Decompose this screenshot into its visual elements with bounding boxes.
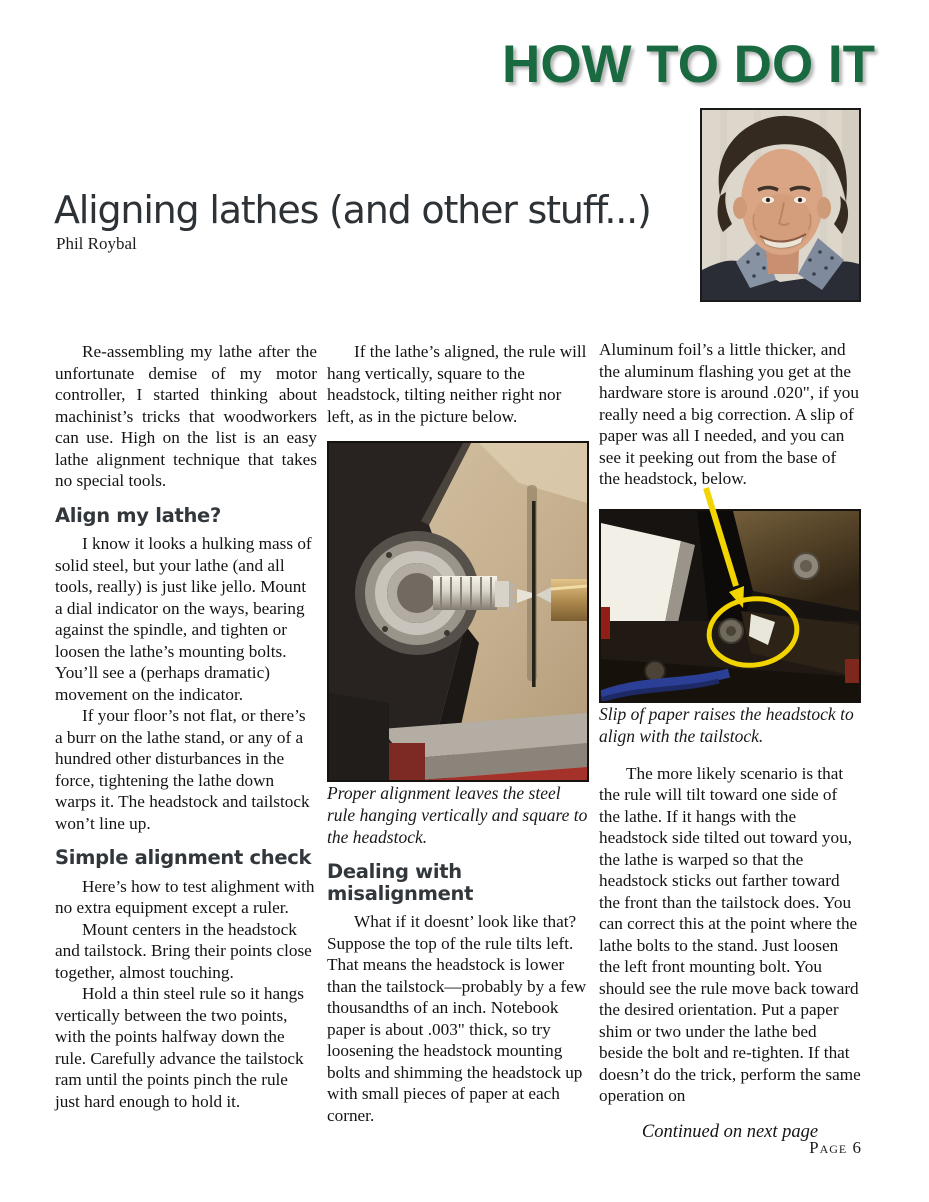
- section-heading-simple-alignment-check: Simple alignment check: [55, 846, 312, 869]
- text-column-2: [327, 341, 589, 1126]
- photo-caption: Slip of paper raises the headstock to align with the tailstock.: [599, 703, 854, 746]
- paragraph: If your floor’s not flat, or there’s a burr on the lathe stand, or any of a hundred other disturbances in the force, tightening the lathe down warps it. The headstock and tailstock won’t line up.: [55, 706, 310, 833]
- paragraph: The more likely scenario is that the rule will tilt toward one side of the lathe. If it hangs with the headstock side tilted out toward you, the lathe is warped so that the headstock sticks out farther toward the front than the tailstock does. You can correct this at the point where the lathe bolts to the stand. Just loosen the left front mounting bolt. You should see the rule move back toward the desired orientation. Put a paper shim or two under the lathe bed beside the bolt and re-tighten. If that doesn’t do the trick, perform the same operation on: [599, 763, 861, 1105]
- article-title: Aligning lathes (and other stuff...): [54, 188, 651, 232]
- shim-photo-illustration: [601, 511, 859, 701]
- text-column-3: [599, 339, 861, 1143]
- lathe-alignment-photo: [327, 441, 589, 782]
- text-column-1: [55, 341, 317, 1112]
- lathe-photo-illustration: [329, 443, 587, 780]
- photo-caption: Proper alignment leaves the steel rule hanging vertically and square to the headstock.: [327, 783, 588, 847]
- paragraph: Aluminum foil’s a little thicker, and the aluminum flashing you get at the hardware store is around .020", if you really need a big correction. A slip of paper was all I needed, and you can see it peeking out from the base of the headstock, below.: [599, 340, 859, 488]
- author-portrait-illustration: [702, 110, 859, 300]
- paragraph: Mount centers in the headstock and tailstock. Bring their points close together, almost touching.: [55, 919, 312, 982]
- paragraph: Hold a thin steel rule so it hangs vertically between the two points, with the points halfway down the rule. Carefully advance the tailstock ram until the points pinch the rule just hard enough to hold it.: [55, 984, 304, 1111]
- author-portrait-photo: [700, 108, 861, 302]
- page-number: Page 6: [809, 1138, 862, 1157]
- paragraph: If the lathe’s aligned, the rule will hang vertically, square to the headstock, tilting neither right nor left, as in the picture below.: [327, 342, 587, 426]
- paragraph: I know it looks a hulking mass of solid steel, but your lathe (and all tools, really) is just like jello. Mount a dial indicator on the ways, bearing against the spindle, and tighten or loosen the lathe’s mounting bolts. You’ll see a (perhaps dramatic) movement on the indicator.: [55, 534, 312, 704]
- article-author: Phil Roybal: [56, 234, 137, 253]
- paragraph: What if it doesnt’ look like that? Suppose the top of the rule tilts left. That means the headstock is lower than the tailstock—probably by a few thousandths of an inch. Notebook paper is about .003" thick, so try loosening the headstock mounting bolts and shimming the headstock up with small pieces of paper at each corner.: [327, 912, 587, 1125]
- section-heading-align-my-lathe: Align my lathe?: [55, 503, 221, 527]
- continued-note: Continued on next page: [641, 1121, 819, 1142]
- paper-shim-photo: [599, 509, 861, 703]
- paragraph: Here’s how to test alighment with no extra equipment except a ruler.: [55, 876, 315, 917]
- paragraph: Re-assembling my lathe after the unfortunate demise of my motor controller, I started thinking about machinist’s tricks that woodworkers can use. High on the list is an easy lathe alignment technique that takes no special tools.: [55, 342, 317, 490]
- page-header-title: HOW TO DO IT: [502, 35, 875, 94]
- section-heading-dealing-with-misalignment: Dealing with misalignment: [327, 860, 474, 905]
